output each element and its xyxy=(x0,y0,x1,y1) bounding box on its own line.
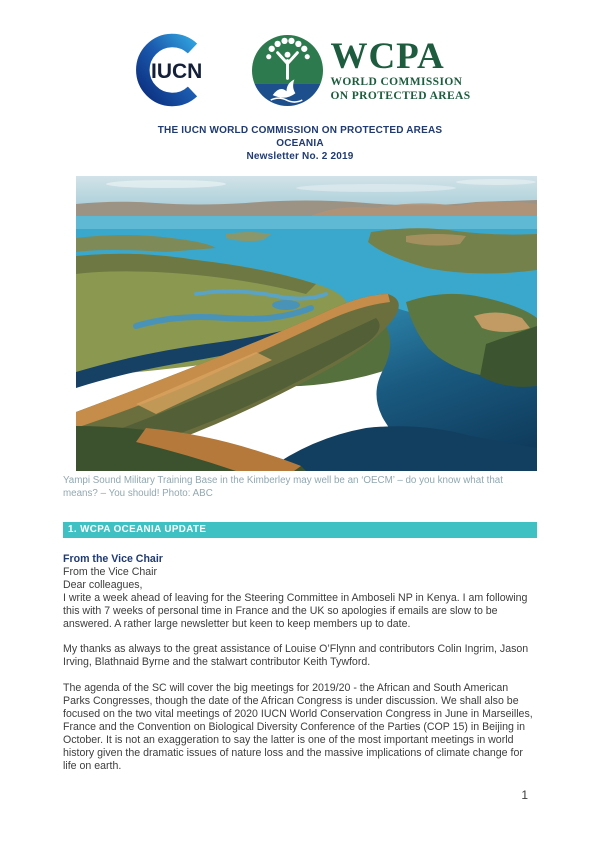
paragraph-3: The agenda of the SC will cover the big meetings for 2019/20 - the African and South American Parks Congresses, though the date of the African Congress is under discussion. We shall also be focused on the two vital meetings of 2020 IUCN World Conservation Congress in June in Marseilles, France and the Convention on Biological Diversity Conference of the Parties (COP 15) in Beijing in October. It is not an exaggeration to say the latter is one of the most important meetings in world history given the dramatic issues of nature loss and the massive implications of climate change for life on earth. xyxy=(63,682,533,772)
title-line-1: THE IUCN WORLD COMMISSION ON PROTECTED AREAS xyxy=(157,125,443,136)
logo-row xyxy=(63,0,537,113)
wcpa-subtitle-line2: ON PROTECTED AREAS xyxy=(330,89,471,102)
intro-line-2: Dear colleagues, xyxy=(63,578,143,591)
wcpa-subtitle-line1: WORLD COMMISSION xyxy=(330,76,463,88)
page-number: 1 xyxy=(521,788,528,802)
content-column xyxy=(63,0,537,786)
intro-line-1: From the Vice Chair xyxy=(63,565,158,578)
section-header-wcpa-oceania-update: 1. WCPA OCEANIA UPDATE xyxy=(63,522,537,538)
wcpa-wordmark-block xyxy=(330,38,470,102)
title-line-3: Newsletter No. 2 2019 xyxy=(246,151,354,162)
newsletter-title xyxy=(63,124,537,163)
article-heading: From the Vice Chair xyxy=(63,553,163,565)
paragraph-2: My thanks as always to the great assistance of Louise O’Flynn and contributors Colin Ingrim, Jason Irving, Blathnaid Byrne and the stalwart contributor Keith Tywford. xyxy=(63,643,529,669)
title-line-2: OCEANIA xyxy=(276,138,324,149)
iucn-logo xyxy=(129,27,227,113)
wcpa-acronym: WCPA xyxy=(330,36,445,77)
kimberley-aerial-photo xyxy=(76,176,537,471)
iucn-wordmark: IUCN xyxy=(151,60,203,83)
article-body xyxy=(63,553,537,773)
wcpa-logo xyxy=(251,30,470,110)
wcpa-emblem-icon xyxy=(251,34,324,107)
paragraph-1: I write a week ahead of leaving for the Steering Committee in Amboseli NP in Kenya. I am following this with 7 weeks of personal time in France and the UK so apologies if emails are slow to be answered. A rather large newsletter but keen to keep members up to date. xyxy=(63,591,528,630)
photo-caption: Yampi Sound Military Training Base in the Kimberley may well be an ‘OECM’ – do you know what that means? – You should! Photo: ABC xyxy=(63,475,503,499)
